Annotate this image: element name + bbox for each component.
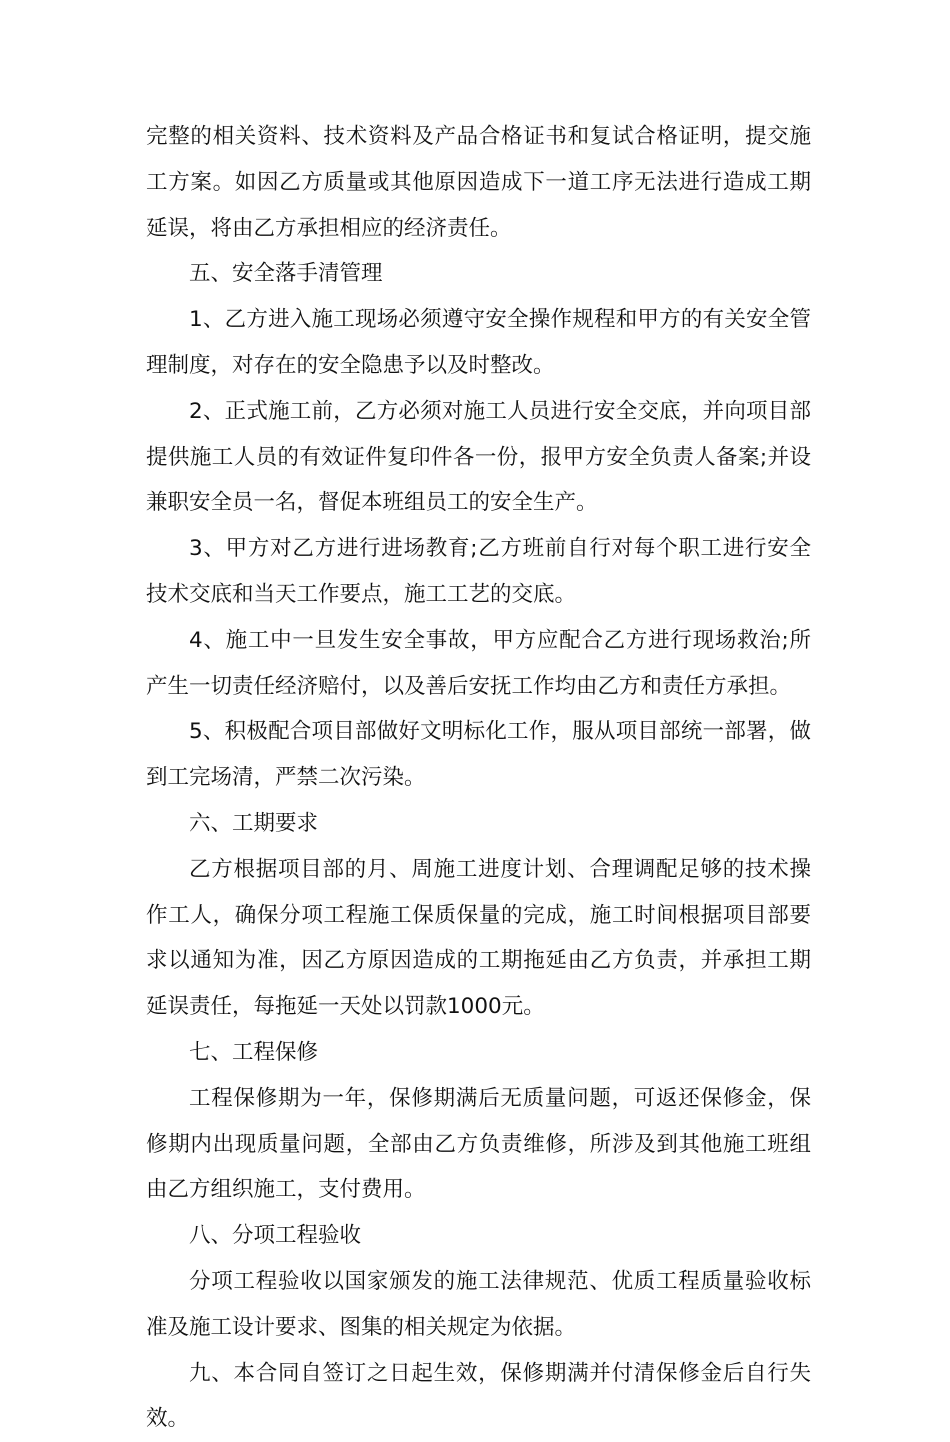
schedule-paragraph: 乙方根据项目部的月、周施工进度计划、合理调配足够的技术操作工人，确保分项工程施工保质保量的完成，施工时间根据项目部要求以通知为准，因乙方原因造成的工期拖延由乙方负责，并承担工期延误责任，每拖延一天处以罚款1000元。 [146,856,811,1020]
safety-clause-3: 3、甲方对乙方进行进场教育;乙方班前自行对每个职工进行安全技术交底和当天工作要点，施工工艺的交底。 [146,536,811,607]
section-heading-schedule: 六、工期要求 [189,810,319,836]
effective-clause: 九、本合同自签订之日起生效，保修期满并付清保修金后自行失效。 [146,1360,811,1432]
paragraph-continuation: 完整的相关资料、技术资料及产品合格证书和复试合格证明，提交施工方案。如因乙方质量或其他原因造成下一道工序无法进行造成工期延误，将由乙方承担相应的经济责任。 [146,124,811,241]
acceptance-paragraph: 分项工程验收以国家颁发的施工法律规范、优质工程质量验收标准及施工设计要求、图集的相关规定为依据。 [146,1268,811,1340]
safety-clause-2: 2、正式施工前，乙方必须对施工人员进行安全交底，并向项目部提供施工人员的有效证件复印件各一份，报甲方安全负责人备案;并设兼职安全员一名，督促本班组员工的安全生产。 [146,398,811,516]
section-heading-warranty: 七、工程保修 [189,1039,319,1065]
safety-clause-4: 4、施工中一旦发生安全事故，甲方应配合乙方进行现场救治;所产生一切责任经济赔付，以及善后安抚工作均由乙方和责任方承担。 [146,627,811,699]
safety-clause-1: 1、乙方进入施工现场必须遵守安全操作规程和甲方的有关安全管理制度，对存在的安全隐患予以及时整改。 [146,307,811,378]
warranty-paragraph: 工程保修期为一年，保修期满后无质量问题，可返还保修金，保修期内出现质量问题，全部由乙方负责维修，所涉及到其他施工班组由乙方组织施工，支付费用。 [146,1085,811,1203]
section-heading-safety: 五、安全落手清管理 [189,261,383,287]
document-body [146,114,811,1442]
section-heading-acceptance: 八、分项工程验收 [189,1223,362,1249]
safety-clause-5: 5、积极配合项目部做好文明标化工作，服从项目部统一部署，做到工完场清，严禁二次污染。 [146,719,811,791]
